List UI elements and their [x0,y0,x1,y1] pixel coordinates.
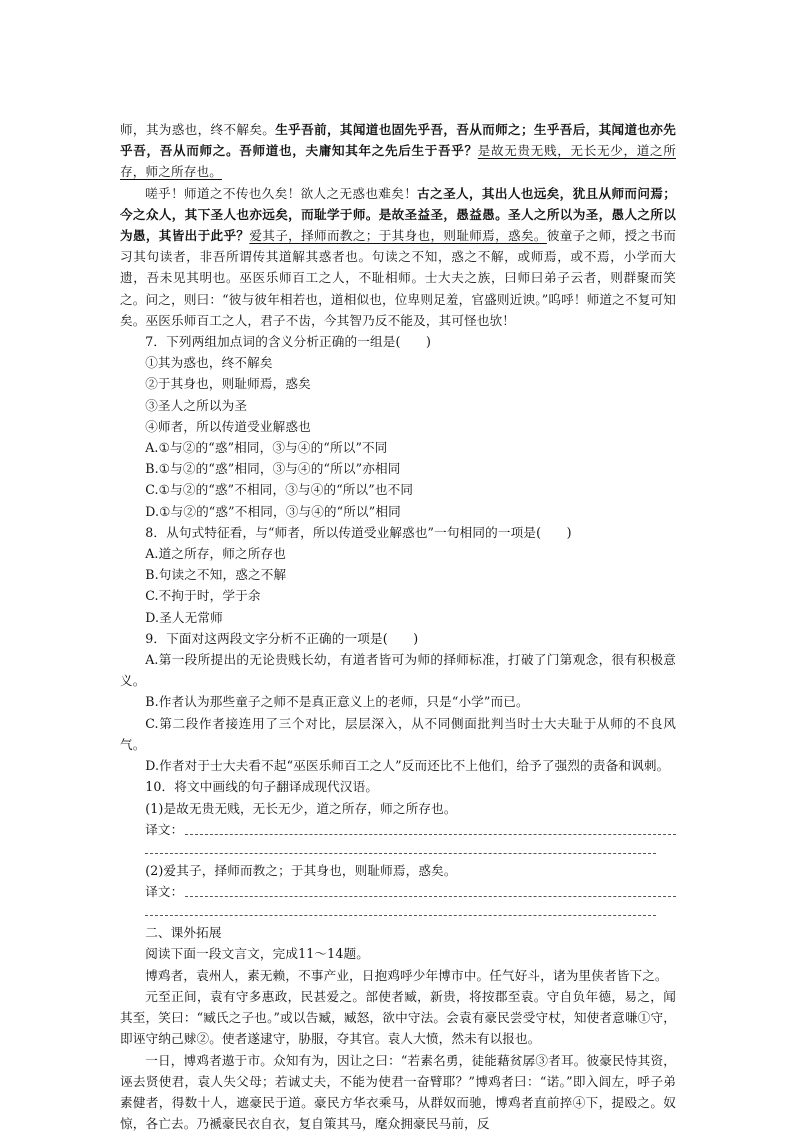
extension-paragraph-2: 元至正间，袁有守多惠政，民甚爱之。部使者臧，新贵，将按郡至袁。守自负年德，易之，闻其至，笑曰：“臧氏之子也。”或以告臧，臧怒，欲中守法。会袁有豪民尝受守杖，知使者意嗛①守，即诬守纳己赇②。使者遂逮守，胁服，夺其官。袁人大愤，然未有以报也。 [120,986,676,1050]
answer-label: 译文： [145,819,183,840]
underlined-sentence-1: 是故无贵无贱，无长无少，道之所存，师之所存也。 [120,143,676,179]
answer-line[interactable] [185,896,676,897]
passage-text-bold: 古之圣人，其出人也远矣，犹且从师而问焉；今之众人，其下圣人也亦远矣，而耻学于师。是故圣益圣，愚益愚。圣人之所以为圣，愚人之所以为愚，其皆出于此乎？ [120,186,676,243]
q8-stem: 8．从句式特征看，与“师者，所以传道受业解惑也”一句相同的一项是( ) [120,522,676,543]
answer-line-continuation[interactable] [145,902,656,916]
passage-text-bold: 生乎吾前，其闻道也固先乎吾，吾从而师之；生乎吾后，其闻道也亦先乎吾，吾从而师之。吾师道也，夫庸知其年之先后生于吾乎？ [120,122,676,158]
q7-item: ②于其身也，则耻师焉，惑矣 [120,373,676,394]
q8-option-c: C.不拘于时，学于余 [120,585,676,606]
q7-option-a: A.①与②的“惑”相同，③与④的“所以”不同 [120,437,676,458]
q9-option-b: B.作者认为那些童子之师不是真正意义上的老师，只是“小学”而已。 [120,691,676,712]
section-instruction: 阅读下面一段文言文，完成11～14题。 [120,943,676,964]
extension-paragraph-3: 一日，博鸡者遨于市。众知有为，因让之曰：“若素名勇，徒能藉贫孱③者耳。彼豪民恃其资，诬去贤使君，袁人失父母；若诚丈夫，不能为使君一奋臂耶？”博鸡者曰：“诺。”即入闾左，呼子弟素健者，得数十人，遮豪民于道。豪民方华衣乘马，从群奴而驰，博鸡者直前捽④下，提殴之。奴惊，各亡去。乃褫豪民衣自衣，复自策其马，麾众拥豪民马前，反 [120,1050,676,1134]
section-heading: 二、课外拓展 [120,922,676,943]
q8-option-d: D.圣人无常师 [120,607,676,628]
q10-sentence-1: (1)是故无贵无贱，无长无少，道之所存，师之所存也。 [120,798,676,819]
passage-paragraph-2 [120,183,676,331]
q10-stem: 10．将文中画线的句子翻译成现代汉语。 [120,776,676,797]
q10-sentence-2: (2)爱其子，择师而教之；于其身也，则耻师焉，惑矣。 [120,860,676,881]
q7-item: ③圣人之所以为圣 [120,395,676,416]
q8-option-a: A.道之所存，师之所存也 [120,543,676,564]
answer-label: 译文： [145,881,183,902]
passage-text: 师，其为惑也，终不解矣。 [120,122,275,137]
q7-option-c: C.①与②的“惑”不相同，③与④的“所以”也不同 [120,479,676,500]
passage-text: 彼童子之师，授之书而习其句读者，非吾所谓传其道解其惑者也。句读之不知，惑之不解，或师焉，或不焉，小学而大遗，吾未见其明也。巫医乐师百工之人，不耻相师。士大夫之族，曰师曰弟子云者，则群聚而笑之。问之，则曰：“彼与彼年相若也，道相似也，位卑则足羞，官盛则近谀。”呜呼！师道之不复可知矣。巫医乐师百工之人，君子不齿，今其智乃反不能及，其可怪也欤！ [120,228,676,328]
q7-item: ④师者，所以传道受业解惑也 [120,416,676,437]
q9-option-d: D.作者对于士大夫看不起“巫医乐师百工之人”反而还比不上他们，给予了强烈的责备和讽刺。 [120,755,676,776]
q10-answer-2 [120,881,676,902]
q10-answer-1 [120,819,676,840]
q7-option-b: B.①与②的“惑”相同，③与④的“所以”亦相同 [120,458,676,479]
q8-option-b: B.句读之不知，惑之不解 [120,564,676,585]
passage-text: 嗟乎！师道之不传也久矣！欲人之无惑也难矣！ [145,186,417,201]
extension-paragraph-1: 博鸡者，袁州人，素无赖，不事产业，日抱鸡呼少年博市中。任气好斗，诸为里侠者皆下之。 [120,965,676,986]
q7-option-d: D.①与②的“惑”不相同，③与④的“所以”相同 [120,501,676,522]
q9-option-c: C.第二段作者接连用了三个对比，层层深入，从不同侧面批判当时士大夫耻于从师的不良风气。 [120,713,676,755]
passage-paragraph-1 [120,119,676,183]
answer-line-continuation[interactable] [145,840,656,854]
q7-item: ①其为惑也，终不解矣 [120,352,676,373]
answer-line[interactable] [185,834,676,835]
underlined-sentence-2: 爱其子，择师而教之；于其身也，则耻师焉，惑矣。 [249,228,547,243]
q9-option-a: A.第一段所提出的无论贵贱长幼，有道者皆可为师的择师标准，打破了门第观念，很有积极意义。 [120,649,676,691]
q7-stem: 7．下列两组加点词的含义分析正确的一组是( ) [120,331,676,352]
q9-stem: 9．下面对这两段文字分析不正确的一项是( ) [120,628,676,649]
document-body [120,119,676,1134]
